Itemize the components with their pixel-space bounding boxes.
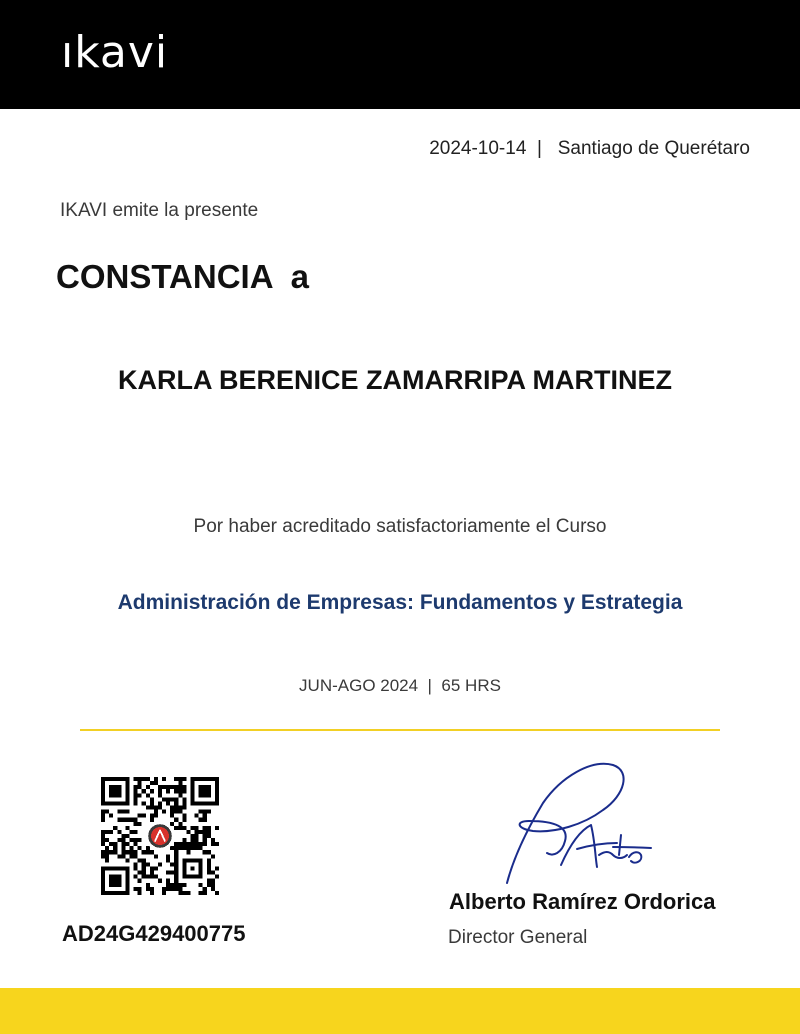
title-word: CONSTANCIA (56, 258, 273, 295)
course-hours: 65 HRS (441, 676, 501, 695)
footer-bar (0, 988, 800, 1034)
signature-image (495, 755, 665, 890)
ikavi-logo: ıkavi (61, 27, 169, 78)
course-name: Administración de Empresas: Fundamentos y Estrategia (117, 591, 683, 614)
divider-line (80, 729, 720, 731)
course-period: JUN-AGO 2024 (299, 676, 419, 695)
reason-text: Por haber acreditado satisfactoriamente el Curso (193, 516, 607, 537)
verification-code: AD24G429400775 (62, 921, 246, 946)
issuer-line: IKAVI emite la presente (60, 200, 259, 221)
date-location-line: 2024-10-14 | Santiago de Querétaro (429, 138, 750, 159)
recipient-name: KARLA BERENICE ZAMARRIPA MARTINEZ (118, 365, 672, 395)
signatory-name: Alberto Ramírez Ordorica (449, 889, 716, 914)
title-suffix: a (290, 258, 310, 295)
ikavi-badge-icon (145, 821, 174, 850)
issue-location: Santiago de Querétaro (557, 138, 750, 159)
signatory-role: Director General (448, 927, 588, 948)
course-period-hours: JUN-AGO 2024 | 65 HRS (299, 676, 501, 695)
certificate-title (56, 258, 309, 296)
issue-date: 2024-10-14 (429, 138, 527, 159)
header-bar (0, 0, 800, 109)
qr-code-icon[interactable] (101, 777, 219, 895)
